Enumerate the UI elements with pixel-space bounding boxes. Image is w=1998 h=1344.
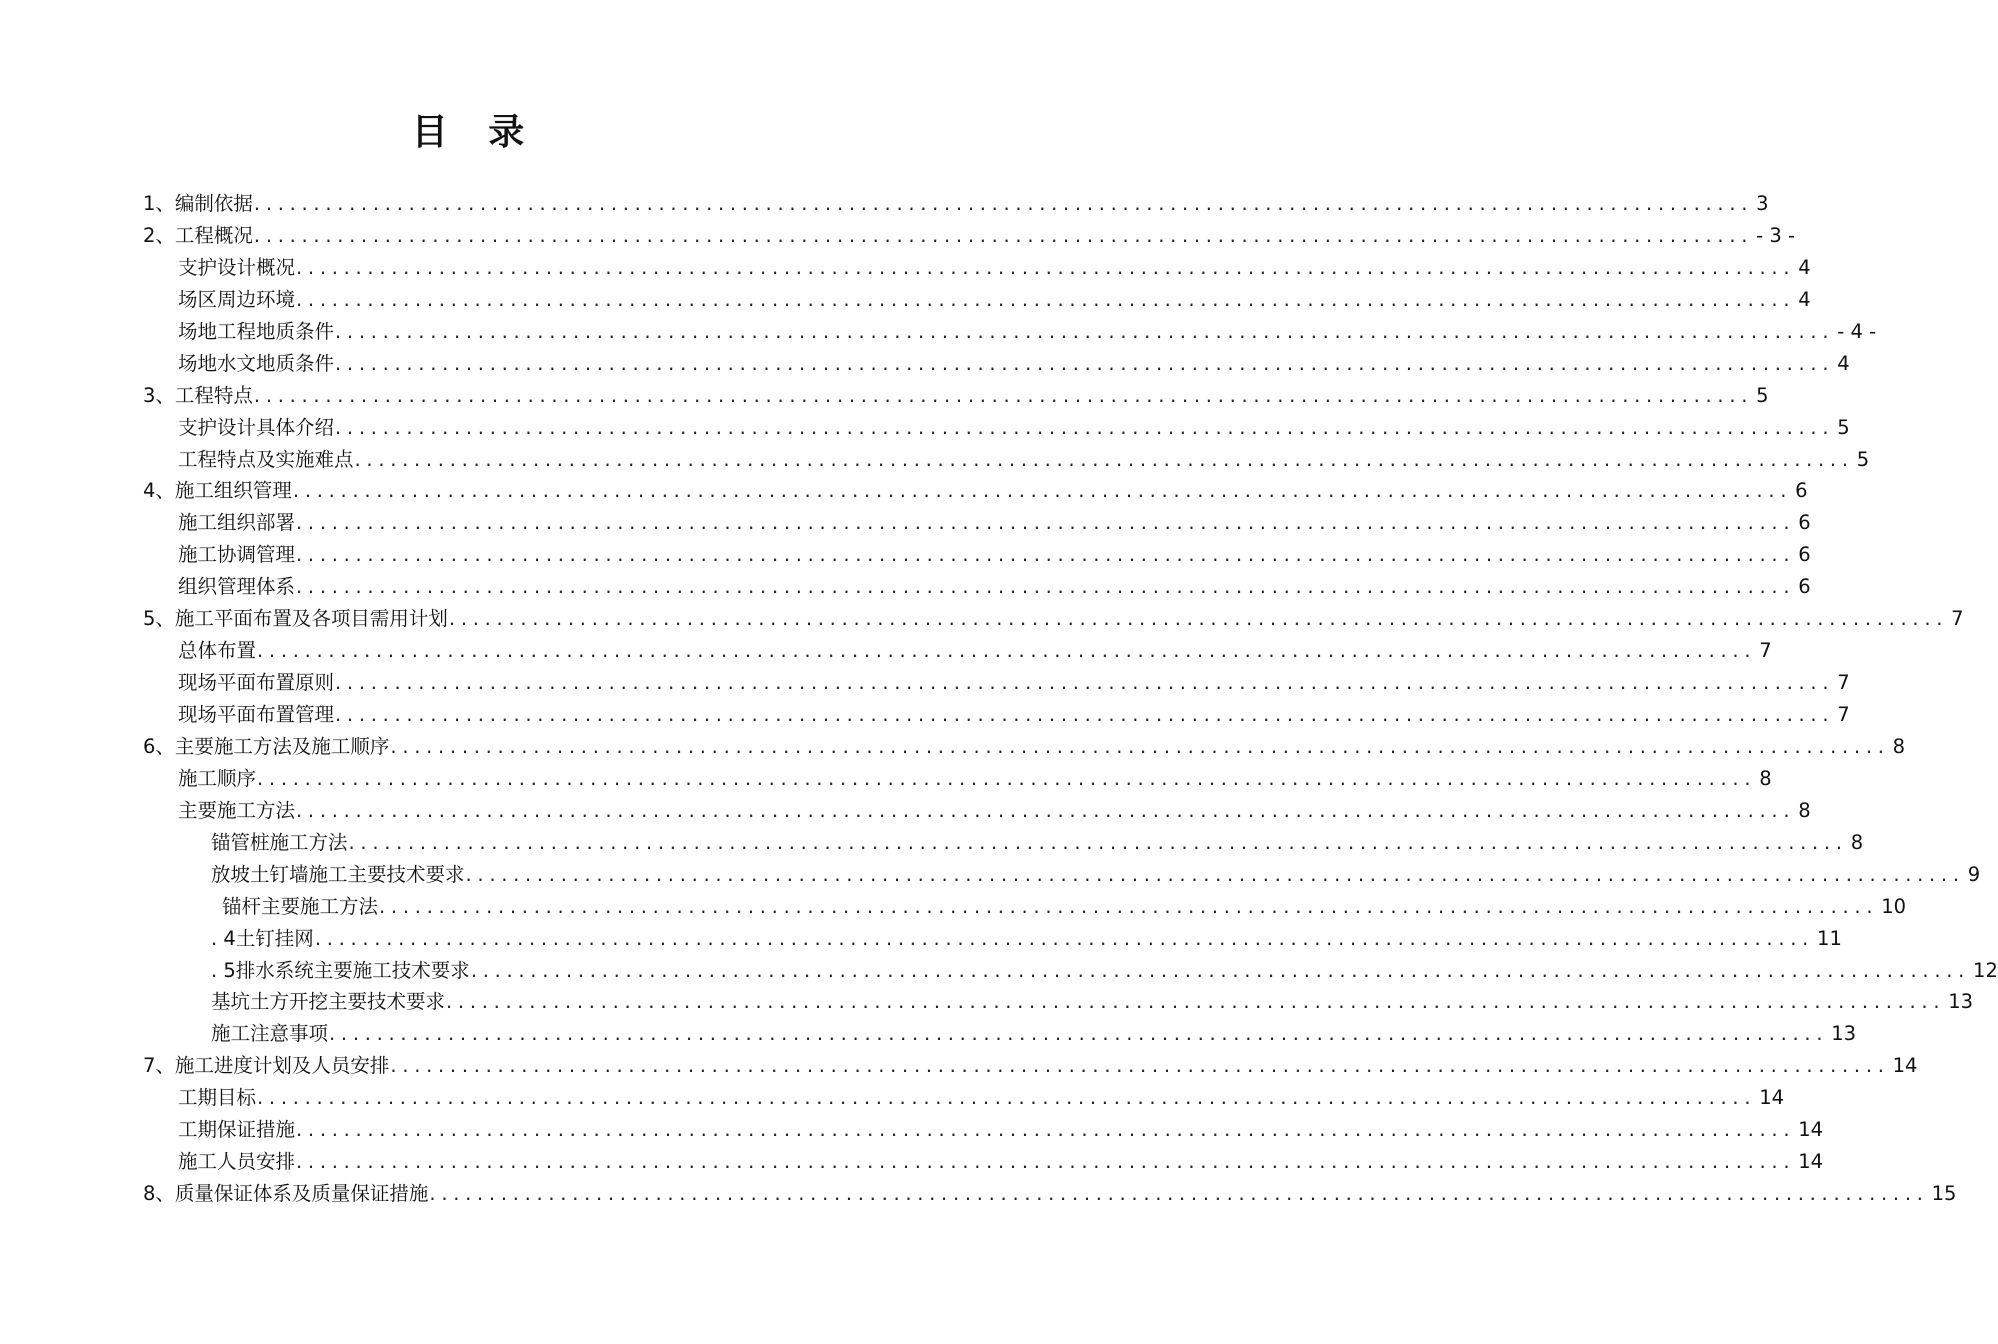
toc-entry[interactable] (143, 475, 1808, 507)
toc-entry-page: 6 (1798, 543, 1811, 567)
toc-leader-dots: .............................................................................................................................. (253, 383, 1754, 407)
toc-entry-label: 主要施工方法 (178, 798, 296, 822)
toc-leader-dots: .............................................................................................................................. (470, 958, 1971, 982)
toc-entry-label: 施工协调管理 (178, 543, 296, 567)
toc-leader-dots: .............................................................................................................................. (348, 830, 1848, 854)
toc-entry-label: 组织管理体系 (178, 575, 296, 599)
toc-entry-page: 5 (1837, 415, 1850, 439)
toc-entry-label: 支护设计具体介绍 (178, 415, 335, 439)
toc-entry-label: . 5排水系统主要施工技术要求 (211, 958, 470, 982)
toc-entry[interactable] (143, 539, 1811, 571)
toc-entry-label: 工程特点及实施难点 (178, 447, 354, 471)
toc-entry[interactable] (143, 188, 1769, 220)
toc-entry-label: 施工人员安排 (178, 1150, 296, 1174)
toc-entry-page: 4 (1798, 255, 1811, 279)
toc-leader-dots: .............................................................................................................................. (296, 575, 1796, 599)
toc-leader-dots: .............................................................................................................................. (335, 671, 1835, 695)
toc-leader-dots: .............................................................................................................................. (329, 1022, 1829, 1046)
toc-leader-dots: .............................................................................................................................. (354, 447, 1854, 471)
toc-entry[interactable] (143, 316, 1877, 348)
toc-leader-dots: .............................................................................................................................. (257, 639, 1757, 663)
toc-entry-label: 总体布置 (178, 639, 257, 663)
toc-entry[interactable] (143, 955, 1998, 987)
page-title: 目 录 (411, 111, 539, 153)
toc-entry-page: 10 (1881, 894, 1907, 918)
toc-leader-dots: .............................................................................................................................. (390, 1054, 1890, 1078)
toc-leader-dots: .............................................................................................................................. (314, 926, 1815, 950)
toc-leader-dots: .............................................................................................................................. (296, 511, 1796, 535)
toc-entry[interactable] (143, 507, 1811, 539)
toc-entry[interactable] (143, 859, 1981, 891)
toc-entry[interactable] (143, 348, 1850, 380)
toc-entry-label: 6、主要施工方法及施工顺序 (143, 734, 390, 758)
toc-entry-label: . 4土钉挂网 (211, 926, 314, 950)
toc-entry-page: 12 (1973, 958, 1998, 982)
toc-entry-page: 15 (1931, 1182, 1957, 1206)
toc-leader-dots: .............................................................................................................................. (379, 894, 1879, 918)
toc-entry-label: 施工顺序 (178, 766, 257, 790)
toc-entry[interactable] (143, 284, 1811, 316)
toc-entry-page: 8 (1759, 766, 1772, 790)
toc-entry-label: 1、编制依据 (143, 192, 253, 215)
toc-entry-label: 工期目标 (178, 1086, 257, 1110)
toc-entry-label: 7、施工进度计划及人员安排 (143, 1054, 390, 1078)
toc-entry[interactable] (143, 923, 1842, 955)
toc-entry-page: 8 (1850, 830, 1864, 854)
toc-entry-page: 3 (1756, 192, 1769, 215)
toc-entry[interactable] (143, 1114, 1824, 1146)
toc-leader-dots: .............................................................................................................................. (335, 319, 1835, 343)
toc-entry[interactable] (143, 380, 1769, 412)
toc-entry[interactable] (143, 444, 1870, 476)
toc-entry-page: 14 (1798, 1150, 1824, 1174)
toc-entry-page: 9 (1967, 862, 1981, 886)
toc-entry-label: 场区周边环境 (178, 287, 296, 311)
toc-entry[interactable] (143, 1082, 1785, 1114)
toc-leader-dots: .............................................................................................................................. (253, 223, 1754, 247)
toc-entry[interactable] (143, 412, 1850, 444)
toc-leader-dots: .............................................................................................................................. (446, 990, 1946, 1014)
toc-leader-dots: .............................................................................................................................. (335, 415, 1835, 439)
toc-leader-dots: .............................................................................................................................. (296, 1118, 1796, 1142)
toc-entry[interactable] (143, 603, 1964, 635)
toc-leader-dots: .............................................................................................................................. (296, 543, 1796, 567)
toc-leader-dots: .............................................................................................................................. (335, 703, 1835, 726)
toc-entry-label: 现场平面布置管理 (178, 703, 335, 726)
toc-entry-page: 7 (1951, 607, 1964, 631)
toc-entry-label: 场地水文地质条件 (178, 351, 335, 375)
toc-entry-page: 6 (1798, 511, 1811, 535)
toc-entry-page: 13 (1831, 1022, 1857, 1046)
toc-entry-label: 现场平面布置原则 (178, 671, 335, 695)
toc-entry-page: 5 (1756, 383, 1769, 407)
toc-leader-dots: .............................................................................................................................. (465, 862, 1965, 886)
toc-entry-label: 5、施工平面布置及各项目需用计划 (143, 607, 448, 631)
toc-leader-dots: .............................................................................................................................. (296, 798, 1796, 822)
toc-entry[interactable] (143, 827, 1864, 859)
toc-entry-page: 11 (1817, 926, 1842, 950)
toc-leader-dots: .............................................................................................................................. (296, 255, 1796, 279)
toc-entry-label: 施工注意事项 (211, 1022, 329, 1046)
toc-entry-page: 14 (1892, 1054, 1918, 1078)
toc-entry-label: 3、工程特点 (143, 383, 253, 407)
toc-entry-page: 6 (1795, 479, 1808, 503)
toc-entry[interactable] (143, 571, 1811, 603)
toc-entry-page: 13 (1948, 990, 1974, 1014)
toc-entry-page: 5 (1856, 447, 1870, 471)
toc-entry-label: 施工组织部署 (178, 511, 296, 535)
toc-entry[interactable] (143, 795, 1811, 827)
toc-entry[interactable] (143, 986, 1974, 1018)
toc-entry[interactable] (143, 667, 1850, 699)
toc-entry-page: - 3 - (1756, 223, 1796, 247)
toc-leader-dots: .............................................................................................................................. (390, 734, 1890, 758)
toc-entry[interactable] (143, 891, 1907, 923)
toc-leader-dots: .............................................................................................................................. (257, 1086, 1757, 1110)
toc-entry-page: 8 (1892, 734, 1906, 758)
toc-entry-page: 7 (1837, 703, 1850, 726)
toc-entry[interactable] (143, 252, 1811, 284)
toc-entry-page: - 4 - (1837, 319, 1877, 343)
toc-entry[interactable] (143, 731, 1906, 763)
toc-entry-label: 锚管桩施工方法 (211, 830, 348, 854)
toc-entry-label: 4、施工组织管理 (143, 479, 292, 503)
toc-entry-label: 2、工程概况 (143, 223, 253, 247)
toc-entry-page: 7 (1837, 671, 1850, 695)
toc-entry-page: 8 (1798, 798, 1811, 822)
toc-entry[interactable] (143, 1146, 1824, 1178)
toc-leader-dots: .............................................................................................................................. (296, 1150, 1796, 1174)
toc-leader-dots: .............................................................................................................................. (448, 607, 1949, 631)
toc-entry[interactable] (143, 699, 1850, 731)
toc-entry[interactable] (143, 1178, 1957, 1210)
toc-leader-dots: .............................................................................................................................. (296, 287, 1796, 311)
toc-entry[interactable] (143, 220, 1796, 252)
toc-entry[interactable] (143, 1050, 1918, 1082)
toc-entry-label: 工期保证措施 (178, 1118, 296, 1142)
toc-leader-dots: .............................................................................................................................. (335, 351, 1835, 375)
toc-leader-dots: .............................................................................................................................. (253, 192, 1754, 215)
toc-entry-label: 锚杆主要施工方法 (222, 894, 379, 918)
toc-entry-label: 场地工程地质条件 (178, 319, 335, 343)
toc-entry-page: 14 (1798, 1118, 1824, 1142)
toc-entry-label: 基坑土方开挖主要技术要求 (211, 990, 446, 1014)
toc-entry-label: 支护设计概况 (178, 255, 296, 279)
toc-entry[interactable] (143, 1018, 1857, 1050)
toc-entry[interactable] (143, 635, 1772, 667)
toc-leader-dots: .............................................................................................................................. (257, 766, 1757, 790)
toc-entry-page: 14 (1759, 1086, 1785, 1110)
table-of-contents (143, 188, 1998, 1210)
toc-leader-dots: .............................................................................................................................. (429, 1182, 1929, 1206)
toc-entry-page: 7 (1759, 639, 1772, 663)
toc-entry-label: 8、质量保证体系及质量保证措施 (143, 1182, 429, 1206)
toc-entry-page: 6 (1798, 575, 1811, 599)
toc-entry-page: 4 (1837, 351, 1850, 375)
toc-entry[interactable] (143, 763, 1772, 795)
toc-leader-dots: .............................................................................................................................. (292, 479, 1793, 503)
toc-entry-page: 4 (1798, 287, 1811, 311)
toc-entry-label: 放坡土钉墙施工主要技术要求 (211, 862, 465, 886)
